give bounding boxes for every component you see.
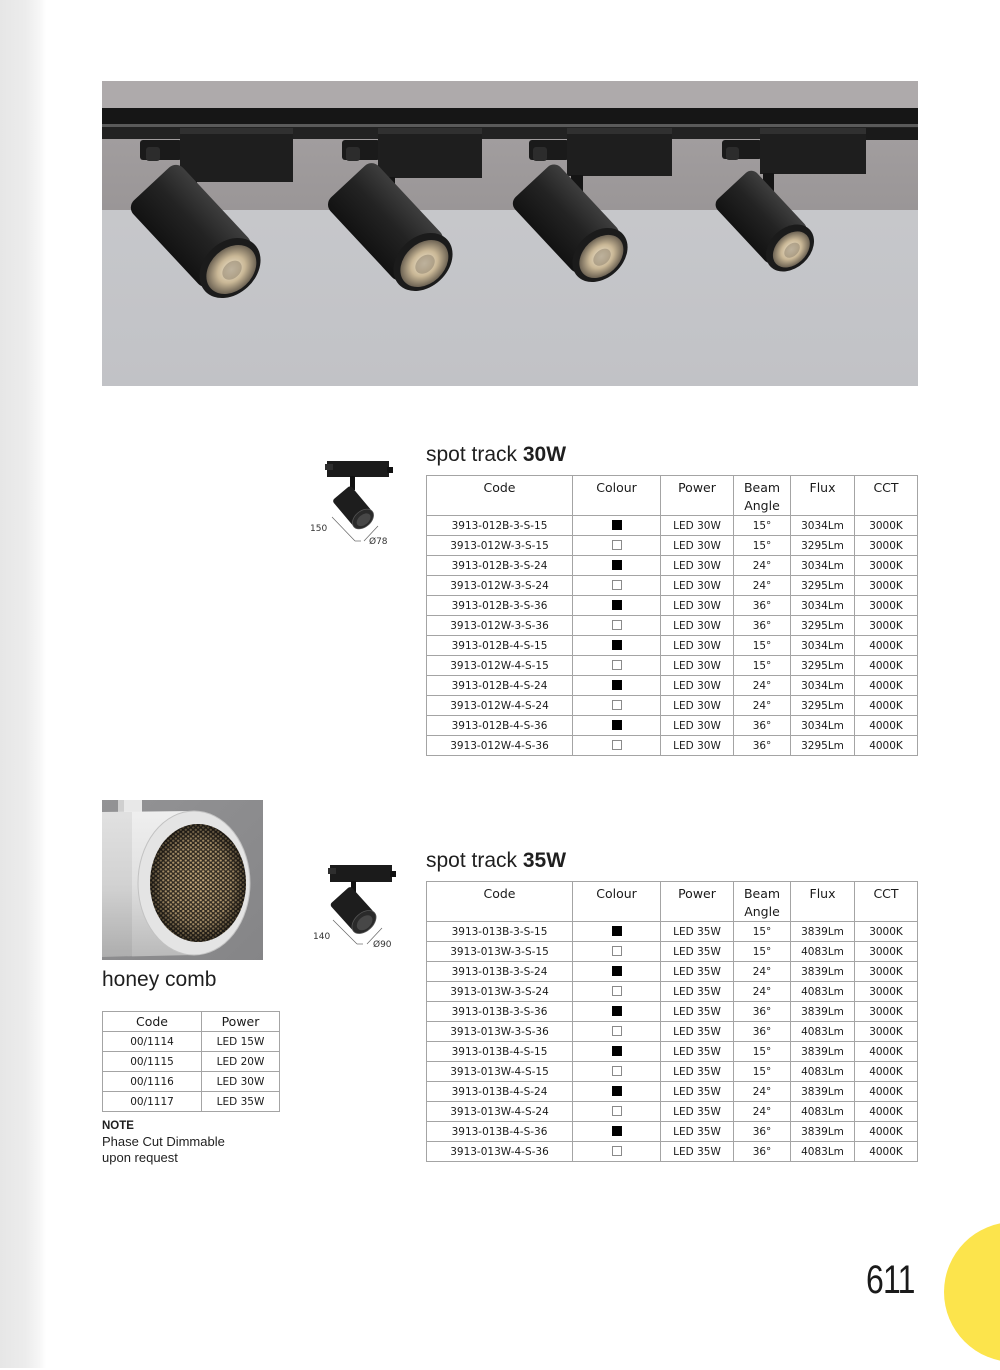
column-header: Beam Angle (734, 882, 791, 922)
table-row (427, 1002, 918, 1022)
spec-table (426, 475, 918, 756)
colour-swatch-icon (612, 1146, 622, 1156)
table-row (427, 716, 918, 736)
table-row (103, 1092, 280, 1112)
code-cell: 3913-012W-3-S-15 (427, 536, 573, 556)
colour-swatch-icon (612, 720, 622, 730)
table-row (427, 676, 918, 696)
note-line: Phase Cut Dimmable (102, 1134, 225, 1149)
product-dimension-drawing (305, 860, 400, 955)
code-cell: 3913-013B-3-S-24 (427, 962, 573, 982)
cct-cell: 3000K (855, 556, 918, 576)
power-cell: LED 35W (661, 1142, 734, 1162)
colour-swatch-icon (612, 600, 622, 610)
note (102, 1118, 225, 1166)
colour-swatch-icon (612, 1046, 622, 1056)
flux-cell: 3839Lm (791, 922, 855, 942)
diameter-dimension: Ø90 (373, 940, 392, 950)
table-header-row (427, 882, 918, 922)
code-cell: 3913-013W-4-S-24 (427, 1102, 573, 1122)
diameter-dimension: Ø78 (369, 537, 388, 547)
column-header: Colour (573, 476, 661, 516)
product-title-prefix: spot track (426, 849, 523, 872)
colour-swatch-icon (612, 660, 622, 670)
beam-angle-cell: 15° (734, 922, 791, 942)
code-cell: 3913-013B-3-S-36 (427, 1002, 573, 1022)
code-cell: 3913-013W-4-S-36 (427, 1142, 573, 1162)
table-row (427, 1062, 918, 1082)
colour-cell (573, 576, 661, 596)
flux-cell: 3034Lm (791, 676, 855, 696)
power-cell: LED 30W (661, 736, 734, 756)
code-cell: 3913-013W-4-S-15 (427, 1062, 573, 1082)
honeycomb-table (102, 1011, 280, 1112)
cct-cell: 3000K (855, 616, 918, 636)
colour-swatch-icon (612, 680, 622, 690)
beam-angle-cell: 36° (734, 596, 791, 616)
table-row (427, 1142, 918, 1162)
honeycomb-photo (102, 800, 263, 960)
flux-cell: 4083Lm (791, 982, 855, 1002)
cct-cell: 4000K (855, 696, 918, 716)
colour-swatch-icon (612, 986, 622, 996)
power-cell: LED 30W (661, 636, 734, 656)
colour-swatch-icon (612, 946, 622, 956)
beam-angle-cell: 36° (734, 1142, 791, 1162)
flux-cell: 3295Lm (791, 696, 855, 716)
table-row (427, 942, 918, 962)
flux-cell: 3839Lm (791, 962, 855, 982)
cct-cell: 3000K (855, 1002, 918, 1022)
code-cell: 00/1114 (103, 1032, 202, 1052)
cct-cell: 4000K (855, 736, 918, 756)
code-cell: 3913-012W-4-S-24 (427, 696, 573, 716)
power-cell: LED 35W (661, 1122, 734, 1142)
beam-angle-cell: 15° (734, 942, 791, 962)
power-cell: LED 30W (661, 616, 734, 636)
cct-cell: 4000K (855, 636, 918, 656)
code-cell: 3913-013B-4-S-36 (427, 1122, 573, 1142)
beam-angle-cell: 24° (734, 676, 791, 696)
product-title-power: 35W (522, 849, 567, 872)
code-cell: 3913-012W-4-S-36 (427, 736, 573, 756)
flux-cell: 4083Lm (791, 942, 855, 962)
table-row (427, 516, 918, 536)
colour-cell (573, 696, 661, 716)
colour-cell (573, 1062, 661, 1082)
cct-cell: 3000K (855, 596, 918, 616)
colour-cell (573, 636, 661, 656)
cct-cell: 3000K (855, 922, 918, 942)
cct-cell: 4000K (855, 1102, 918, 1122)
length-dimension: 140 (313, 932, 331, 942)
colour-cell (573, 556, 661, 576)
spec-table (426, 881, 918, 1162)
colour-swatch-icon (612, 1006, 622, 1016)
table-row (427, 922, 918, 942)
colour-cell (573, 982, 661, 1002)
honeycomb-title: honey comb (102, 968, 217, 991)
cct-cell: 4000K (855, 1082, 918, 1102)
flux-cell: 3839Lm (791, 1042, 855, 1062)
code-cell: 3913-013W-3-S-24 (427, 982, 573, 1002)
colour-cell (573, 736, 661, 756)
flux-cell: 4083Lm (791, 1062, 855, 1082)
colour-cell (573, 1102, 661, 1122)
code-cell: 3913-012W-3-S-24 (427, 576, 573, 596)
flux-cell: 3295Lm (791, 616, 855, 636)
power-cell: LED 35W (661, 1042, 734, 1062)
beam-angle-cell: 24° (734, 1082, 791, 1102)
colour-cell (573, 676, 661, 696)
beam-angle-cell: 15° (734, 656, 791, 676)
cct-cell: 4000K (855, 1122, 918, 1142)
note-label: NOTE (102, 1120, 134, 1132)
cct-cell: 3000K (855, 962, 918, 982)
colour-cell (573, 942, 661, 962)
power-cell: LED 35W (661, 1062, 734, 1082)
column-header: Code (103, 1012, 202, 1032)
beam-angle-cell: 24° (734, 1102, 791, 1122)
length-dimension: 150 (310, 524, 328, 534)
hero-photo (102, 81, 918, 386)
colour-swatch-icon (612, 1126, 622, 1136)
power-cell: LED 30W (661, 676, 734, 696)
table-row (427, 962, 918, 982)
table-row (427, 1102, 918, 1122)
power-cell: LED 30W (661, 576, 734, 596)
power-cell: LED 35W (661, 1002, 734, 1022)
product-dimension-drawing (305, 455, 400, 550)
colour-swatch-icon (612, 580, 622, 590)
colour-swatch-icon (612, 540, 622, 550)
beam-angle-cell: 15° (734, 1062, 791, 1082)
corner-circle-clip (940, 1210, 1000, 1370)
power-cell: LED 15W (202, 1032, 280, 1052)
column-header: Power (202, 1012, 280, 1032)
table-row (427, 1042, 918, 1062)
code-cell: 3913-013B-4-S-24 (427, 1082, 573, 1102)
code-cell: 3913-012B-4-S-24 (427, 676, 573, 696)
code-cell: 3913-012B-4-S-36 (427, 716, 573, 736)
code-cell: 3913-012B-4-S-15 (427, 636, 573, 656)
flux-cell: 3034Lm (791, 556, 855, 576)
power-cell: LED 35W (661, 962, 734, 982)
table-row (103, 1052, 280, 1072)
product-title (426, 442, 566, 468)
cct-cell: 4000K (855, 1042, 918, 1062)
page-number: 611 (866, 1258, 915, 1302)
beam-angle-cell: 24° (734, 962, 791, 982)
table-row (427, 696, 918, 716)
colour-cell (573, 1142, 661, 1162)
colour-cell (573, 962, 661, 982)
power-cell: LED 35W (661, 942, 734, 962)
product-title-prefix: spot track (426, 443, 523, 466)
column-header: Power (661, 882, 734, 922)
beam-angle-cell: 24° (734, 556, 791, 576)
beam-angle-cell: 36° (734, 736, 791, 756)
table-header-row (427, 476, 918, 516)
flux-cell: 3034Lm (791, 636, 855, 656)
power-cell: LED 35W (661, 922, 734, 942)
column-header: CCT (855, 882, 918, 922)
column-header: Colour (573, 882, 661, 922)
cct-cell: 4000K (855, 676, 918, 696)
column-header: Code (427, 882, 573, 922)
power-cell: LED 35W (661, 982, 734, 1002)
code-cell: 3913-012B-3-S-36 (427, 596, 573, 616)
power-cell: LED 20W (202, 1052, 280, 1072)
code-cell: 3913-012B-3-S-15 (427, 516, 573, 536)
flux-cell: 3839Lm (791, 1122, 855, 1142)
flux-cell: 4083Lm (791, 1022, 855, 1042)
power-cell: LED 30W (661, 656, 734, 676)
code-cell: 3913-013W-3-S-15 (427, 942, 573, 962)
code-cell: 3913-013B-3-S-15 (427, 922, 573, 942)
cct-cell: 4000K (855, 656, 918, 676)
beam-angle-cell: 36° (734, 1002, 791, 1022)
table-row (427, 982, 918, 1002)
table-header-row (103, 1012, 280, 1032)
colour-cell (573, 1082, 661, 1102)
power-cell: LED 30W (661, 696, 734, 716)
beam-angle-cell: 24° (734, 696, 791, 716)
code-cell: 3913-013B-4-S-15 (427, 1042, 573, 1062)
colour-swatch-icon (612, 966, 622, 976)
flux-cell: 3034Lm (791, 716, 855, 736)
beam-angle-cell: 15° (734, 516, 791, 536)
cct-cell: 4000K (855, 716, 918, 736)
colour-swatch-icon (612, 926, 622, 936)
colour-swatch-icon (612, 1106, 622, 1116)
table-row (103, 1032, 280, 1052)
colour-cell (573, 716, 661, 736)
cct-cell: 3000K (855, 576, 918, 596)
flux-cell: 4083Lm (791, 1142, 855, 1162)
power-cell: LED 30W (661, 516, 734, 536)
colour-swatch-icon (612, 1066, 622, 1076)
beam-angle-cell: 36° (734, 716, 791, 736)
code-cell: 3913-012W-4-S-15 (427, 656, 573, 676)
colour-swatch-icon (612, 740, 622, 750)
beam-angle-cell: 36° (734, 1122, 791, 1142)
beam-angle-cell: 15° (734, 636, 791, 656)
colour-cell (573, 1022, 661, 1042)
power-cell: LED 35W (202, 1092, 280, 1112)
colour-swatch-icon (612, 560, 622, 570)
column-header: Code (427, 476, 573, 516)
colour-cell (573, 1002, 661, 1022)
cct-cell: 3000K (855, 536, 918, 556)
colour-swatch-icon (612, 700, 622, 710)
cct-cell: 4000K (855, 1062, 918, 1082)
colour-cell (573, 516, 661, 536)
table-row (427, 1022, 918, 1042)
flux-cell: 3839Lm (791, 1002, 855, 1022)
colour-cell (573, 536, 661, 556)
colour-cell (573, 922, 661, 942)
colour-swatch-icon (612, 1086, 622, 1096)
table-row (427, 556, 918, 576)
column-header: Power (661, 476, 734, 516)
colour-cell (573, 656, 661, 676)
table-row (427, 656, 918, 676)
yellow-accent-circle (944, 1222, 1000, 1362)
column-header: Flux (791, 882, 855, 922)
table-row (427, 596, 918, 616)
note-line: upon request (102, 1150, 178, 1165)
beam-angle-cell: 15° (734, 1042, 791, 1062)
page-margin-strip (0, 0, 46, 1368)
power-cell: LED 35W (661, 1082, 734, 1102)
flux-cell: 3295Lm (791, 576, 855, 596)
table-row (427, 736, 918, 756)
beam-angle-cell: 24° (734, 982, 791, 1002)
table-row (427, 616, 918, 636)
code-cell: 3913-013W-3-S-36 (427, 1022, 573, 1042)
power-cell: LED 30W (661, 556, 734, 576)
beam-angle-cell: 15° (734, 536, 791, 556)
product-title (426, 848, 566, 874)
power-cell: LED 30W (661, 716, 734, 736)
flux-cell: 3295Lm (791, 656, 855, 676)
flux-cell: 3839Lm (791, 1082, 855, 1102)
product-title-power: 30W (522, 443, 567, 466)
flux-cell: 3034Lm (791, 596, 855, 616)
colour-cell (573, 1042, 661, 1062)
column-header: CCT (855, 476, 918, 516)
code-cell: 00/1115 (103, 1052, 202, 1072)
power-cell: LED 30W (661, 596, 734, 616)
table-row (427, 1082, 918, 1102)
colour-swatch-icon (612, 640, 622, 650)
code-cell: 3913-012W-3-S-36 (427, 616, 573, 636)
power-cell: LED 30W (661, 536, 734, 556)
colour-cell (573, 1122, 661, 1142)
colour-cell (573, 616, 661, 636)
table-row (103, 1072, 280, 1092)
code-cell: 00/1116 (103, 1072, 202, 1092)
power-cell: LED 35W (661, 1022, 734, 1042)
cct-cell: 3000K (855, 942, 918, 962)
column-header: Beam Angle (734, 476, 791, 516)
code-cell: 3913-012B-3-S-24 (427, 556, 573, 576)
table-row (427, 1122, 918, 1142)
cct-cell: 3000K (855, 516, 918, 536)
power-cell: LED 35W (661, 1102, 734, 1122)
beam-angle-cell: 36° (734, 1022, 791, 1042)
table-row (427, 576, 918, 596)
colour-cell (573, 596, 661, 616)
beam-angle-cell: 36° (734, 616, 791, 636)
column-header: Flux (791, 476, 855, 516)
cct-cell: 4000K (855, 1142, 918, 1162)
flux-cell: 3295Lm (791, 736, 855, 756)
table-row (427, 536, 918, 556)
table-row (427, 636, 918, 656)
colour-swatch-icon (612, 1026, 622, 1036)
flux-cell: 4083Lm (791, 1102, 855, 1122)
flux-cell: 3034Lm (791, 516, 855, 536)
colour-swatch-icon (612, 620, 622, 630)
power-cell: LED 30W (202, 1072, 280, 1092)
cct-cell: 3000K (855, 1022, 918, 1042)
colour-swatch-icon (612, 520, 622, 530)
cct-cell: 3000K (855, 982, 918, 1002)
code-cell: 00/1117 (103, 1092, 202, 1112)
flux-cell: 3295Lm (791, 536, 855, 556)
beam-angle-cell: 24° (734, 576, 791, 596)
